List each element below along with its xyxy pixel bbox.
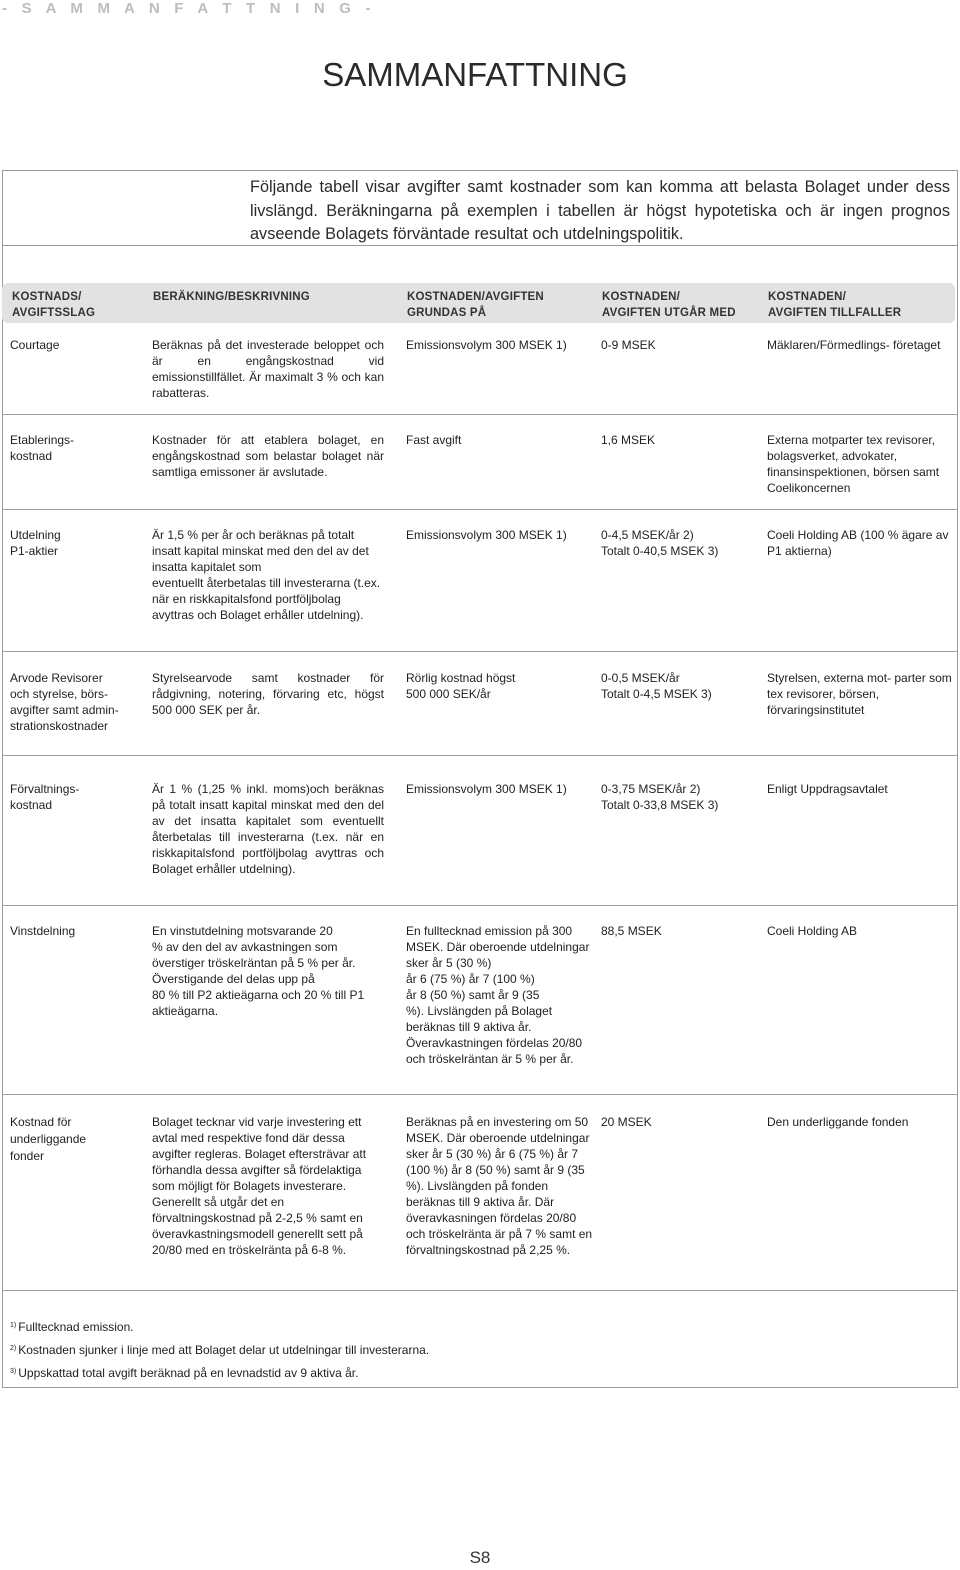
footnote-marker: 2) <box>10 1345 17 1352</box>
row-divider <box>2 905 958 906</box>
row-divider <box>2 1290 958 1291</box>
amount: 20 MSEK <box>601 1115 652 1129</box>
header-cost-type: KOSTNADS/ AVGIFTSSLAG <box>12 291 96 319</box>
header-amount: KOSTNADEN/ AVGIFTEN UTGÅR MED <box>602 291 736 319</box>
page-title: SAMMANFATTNING <box>322 56 628 93</box>
header-recipient: KOSTNADEN/ AVGIFTEN TILLFALLER <box>768 291 902 319</box>
description: Bolaget tecknar vid varje investering ett avtal med respektive fond där dessa avgifter regleras. Bolaget eftersträvar att förhandla dessa avgifter så fördelaktiga som möjligt för Bolagets investerare. Generellt så utgår det en förvaltningskostnad på 2-2,5 % samt en överavkastningsmodell generellt sett på 20/80 med en tröskelränta på 6-8 %. <box>152 1115 367 1257</box>
basis: Beräknas på en investering om 50 MSEK. Där oberoende utdelningar sker år 5 (30 %) år 6 (75 %) år 7 (100 %) år 8 (50 %) samt år 9 (35 %). Livslängden på fonden beräknas till 9 aktiva år. Där överavkasningen fördelas 20/80 och tröskelränta är på 7 % samt en förvaltningskostnad på 2,25 %. <box>406 1115 593 1257</box>
section-tag: - S A M M A N F A T T N I N G - <box>2 0 376 17</box>
cost-type: Vinstdelning <box>10 924 76 938</box>
row-divider <box>2 509 958 510</box>
header-calculation: BERÄKNING/BESKRIVNING <box>153 291 310 303</box>
recipient: Coeli Holding AB (100 % ägare av P1 aktierna) <box>767 528 949 558</box>
basis: Emissionsvolym 300 MSEK 1) <box>406 338 567 352</box>
row-divider <box>2 414 958 415</box>
description: Beräknas på det investerade beloppet och är en engångskostnad vid emissionstillfället. Är maximalt 3 % och kan rabatteras. <box>152 338 384 400</box>
recipient: Styrelsen, externa mot- parter som tex revisorer, börsen, förvaringsinstitutet <box>767 671 952 717</box>
description: Är 1 % (1,25 % inkl. moms)och beräknas på totalt insatt kapital minskat med den del av det insatta kapitalet som eventuellt återbetalas till investerarna (t.ex. när en riskkapitalsfond portföljbolag avyttras och Bolaget erhåller utdelning). <box>152 782 384 876</box>
amount: 0-3,75 MSEK/år 2) Totalt 0-33,8 MSEK 3) <box>601 782 719 812</box>
basis: En fulltecknad emission på 300 MSEK. Där oberoende utdelningar sker år 5 (30 %) år 6 (75 %) år 7 (100 %) år 8 (50 %) samt år 9 (35 %). Livslängden på Bolaget beräknas till 9 aktiva år. Överavkastningen fördelas 20/80 och tröskelräntan är 5 % per år. <box>406 924 590 1066</box>
recipient: Coeli Holding AB <box>767 924 858 938</box>
basis: Emissionsvolym 300 MSEK 1) <box>406 782 567 796</box>
recipient: Externa motparter tex revisorer, bolagsverket, advokater, finansinspektionen, börsen samt Coelikoncernen <box>767 433 940 495</box>
cost-type: Courtage <box>10 338 60 352</box>
description: Kostnader för att etablera bolaget, en engångskostnad som belastar bolaget när samtliga emissoner är avslutade. <box>152 433 384 479</box>
footnote-marker: 3) <box>10 1368 17 1375</box>
cost-type: Utdelning P1-aktier <box>10 528 61 558</box>
footnote-text: Uppskattad total avgift beräknad på en levnadstid av 9 aktiva år. <box>18 1366 359 1380</box>
footnote-text: Fulltecknad emission. <box>18 1320 134 1334</box>
description: En vinstutdelning motsvarande 20 % av den del av avkastningen som överstiger tröskelräntan på 5 % per år. Överstigande del delas upp på 80 % till P2 aktieägarna och 20 % till P1 aktieägarna. <box>152 924 365 1018</box>
row-divider <box>2 755 958 756</box>
footnote <box>10 1361 429 1384</box>
amount: 0-4,5 MSEK/år 2) Totalt 0-40,5 MSEK 3) <box>601 528 719 558</box>
intro-paragraph: Följande tabell visar avgifter samt kostnader som kan komma att belasta Bolaget under dess livslängd. Beräkningarna på exemplen i tabellen är högst hypotetiska och är ingen prognos avseende Bolagets förväntade resultat och utdelningspolitik. <box>250 178 950 243</box>
cost-type: Arvode Revisorer och styrelse, börs- avgifter samt admin- strationskostnader <box>10 671 119 733</box>
header-basis: KOSTNADEN/AVGIFTEN GRUNDAS PÅ <box>407 291 544 319</box>
intro-divider <box>3 245 957 246</box>
basis: Fast avgift <box>406 433 462 447</box>
footnote <box>10 1338 429 1361</box>
basis: Rörlig kostnad högst 500 000 SEK/år <box>406 671 516 701</box>
description: Är 1,5 % per år och beräknas på totalt insatt kapital minskat med den del av det insatta kapitalet som eventuellt återbetalas till investerarna (t.ex. när en riskkapitalsfond portföljbolag avyttras och Bolaget erhåller utdelning). <box>152 528 381 622</box>
footnote-marker: 1) <box>10 1322 17 1329</box>
row-divider <box>2 1094 958 1095</box>
recipient: Mäklaren/Förmedlings- företaget <box>767 338 941 352</box>
amount: 0-9 MSEK <box>601 338 656 352</box>
recipient: Den underliggande fonden <box>767 1115 909 1129</box>
recipient: Enligt Uppdragsavtalet <box>767 782 888 796</box>
footnote <box>10 1315 429 1338</box>
amount: 0-0,5 MSEK/år Totalt 0-4,5 MSEK 3) <box>601 671 712 701</box>
footnotes <box>10 1315 429 1384</box>
description: Styrelsearvode samt kostnader för rådgivning, notering, förvaring etc, högst 500 000 SEK per år. <box>152 671 384 717</box>
amount: 1,6 MSEK <box>601 433 656 447</box>
amount: 88,5 MSEK <box>601 924 662 938</box>
row-divider <box>2 651 958 652</box>
page-number: S8 <box>469 1548 491 1567</box>
table-header <box>2 283 955 323</box>
footnote-text: Kostnaden sjunker i linje med att Bolaget delar ut utdelningar till investerarna. <box>18 1343 430 1357</box>
cost-type: Etablerings- kostnad <box>10 433 75 463</box>
cost-type: Kostnad för underliggande fonder <box>10 1115 87 1163</box>
basis: Emissionsvolym 300 MSEK 1) <box>406 528 567 542</box>
cost-type: Förvaltnings- kostnad <box>10 782 80 812</box>
